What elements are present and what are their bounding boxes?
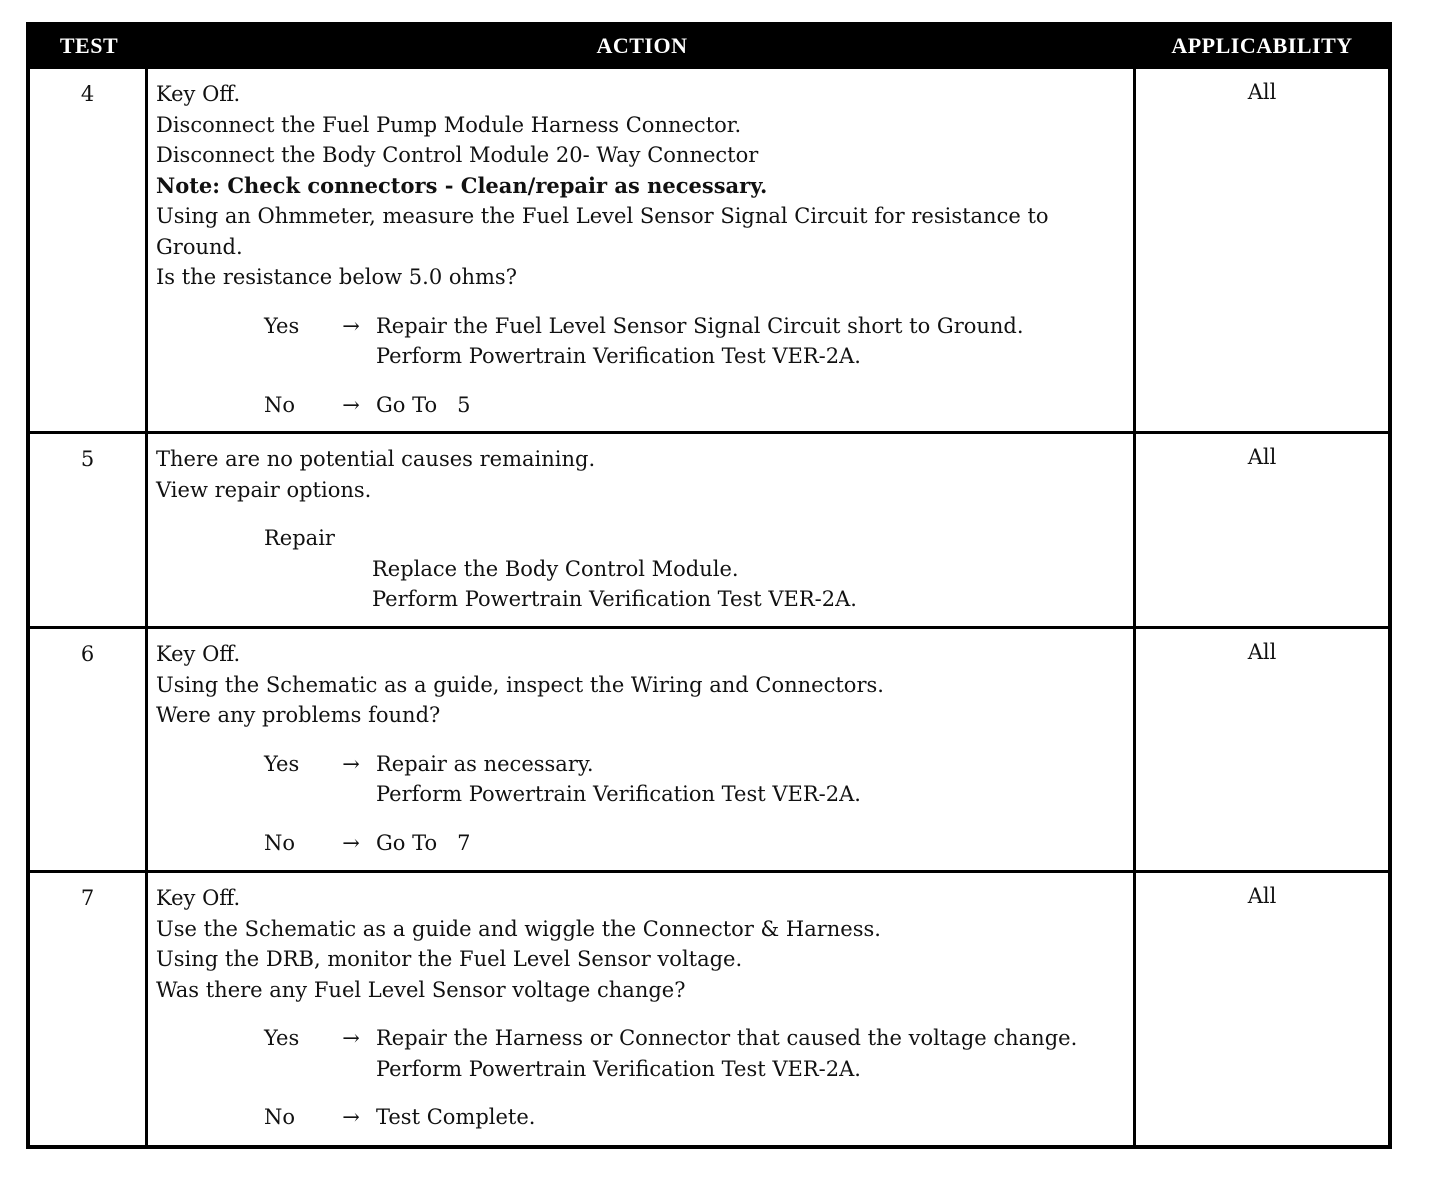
arrow-icon: → xyxy=(342,1105,360,1129)
applicability-cell: All xyxy=(1247,80,1277,104)
repair-label: Repair xyxy=(264,526,335,550)
diagnostic-table xyxy=(26,22,1392,1149)
no-text: Test Complete. xyxy=(376,1105,536,1129)
yes-line: Perform Powertrain Verification Test VER-2A. xyxy=(376,1056,861,1081)
header-test: TEST xyxy=(59,33,119,58)
table-row xyxy=(30,870,1388,1145)
no-outcome xyxy=(156,390,1127,421)
test-number: 6 xyxy=(30,629,148,870)
action-line: Key Off. xyxy=(156,82,241,106)
yes-outcome xyxy=(156,311,1127,372)
yes-line: Repair the Fuel Level Sensor Signal Circuit short to Ground. xyxy=(376,313,1024,338)
yes-text xyxy=(376,1023,1127,1084)
no-outcome xyxy=(156,828,1127,859)
yes-line: Perform Powertrain Verification Test VER-2A. xyxy=(376,782,861,806)
table-header xyxy=(30,26,1388,66)
table-row xyxy=(30,66,1388,431)
header-action: ACTION xyxy=(596,33,688,58)
action-note: Note: Check connectors - Clean/repair as necessary. xyxy=(156,172,768,198)
arrow-icon: → xyxy=(342,830,360,855)
yes-label: Yes xyxy=(264,751,300,776)
action-line: Key Off. xyxy=(156,886,241,910)
table-row xyxy=(30,431,1388,626)
repair-block xyxy=(156,523,1127,615)
action-line: Disconnect the Body Control Module 20- Way Connector xyxy=(156,143,759,167)
action-line: View repair options. xyxy=(156,477,372,502)
applicability-cell: All xyxy=(1247,884,1277,908)
no-label: No xyxy=(264,830,296,855)
yes-text xyxy=(376,311,1127,372)
action-cell xyxy=(148,434,1136,626)
action-line: Using the DRB, monitor the Fuel Level Sensor voltage. xyxy=(156,947,743,971)
yes-line: Repair as necessary. xyxy=(376,751,594,776)
action-line: Using an Ohmmeter, measure the Fuel Level Sensor Signal Circuit for resistance to xyxy=(156,204,1049,228)
action-cell xyxy=(148,873,1136,1145)
repair-line: Replace the Body Control Module. xyxy=(372,556,739,581)
action-line: Using the Schematic as a guide, inspect the Wiring and Connectors. xyxy=(156,672,884,697)
arrow-icon: → xyxy=(342,1026,360,1050)
no-outcome xyxy=(156,1102,1127,1133)
no-label: No xyxy=(264,1105,296,1129)
action-line: Use the Schematic as a guide and wiggle the Connector & Harness. xyxy=(156,916,881,941)
yes-outcome xyxy=(156,1023,1127,1084)
repair-line: Perform Powertrain Verification Test VER-2A. xyxy=(372,587,857,611)
yes-line: Repair the Harness or Connector that caused the voltage change. xyxy=(376,1026,1078,1050)
header-applicability: APPLICABILITY xyxy=(1171,33,1353,58)
test-number: 7 xyxy=(30,873,148,1145)
yes-line: Perform Powertrain Verification Test VER-2A. xyxy=(376,344,861,368)
yes-label: Yes xyxy=(264,313,300,338)
action-cell xyxy=(148,629,1136,870)
action-line: Disconnect the Fuel Pump Module Harness Connector. xyxy=(156,112,742,137)
applicability-cell: All xyxy=(1247,640,1277,664)
applicability-cell: All xyxy=(1247,445,1277,469)
table-row xyxy=(30,626,1388,870)
no-text: Go To 7 xyxy=(376,830,471,855)
arrow-icon: → xyxy=(342,392,360,417)
action-question: Is the resistance below 5.0 ohms? xyxy=(156,265,517,289)
no-text: Go To 5 xyxy=(376,392,471,417)
test-number: 4 xyxy=(30,69,148,431)
action-cell xyxy=(148,69,1136,431)
action-question: Were any problems found? xyxy=(156,703,441,727)
action-line: Key Off. xyxy=(156,642,241,666)
yes-text xyxy=(376,749,1127,810)
arrow-icon: → xyxy=(342,313,360,338)
yes-outcome xyxy=(156,749,1127,810)
action-line: Ground. xyxy=(156,234,243,259)
arrow-icon: → xyxy=(342,751,360,776)
no-label: No xyxy=(264,392,296,417)
action-question: Was there any Fuel Level Sensor voltage change? xyxy=(156,977,686,1002)
action-line: There are no potential causes remaining. xyxy=(156,447,596,471)
yes-label: Yes xyxy=(264,1026,300,1050)
test-number: 5 xyxy=(30,434,148,626)
